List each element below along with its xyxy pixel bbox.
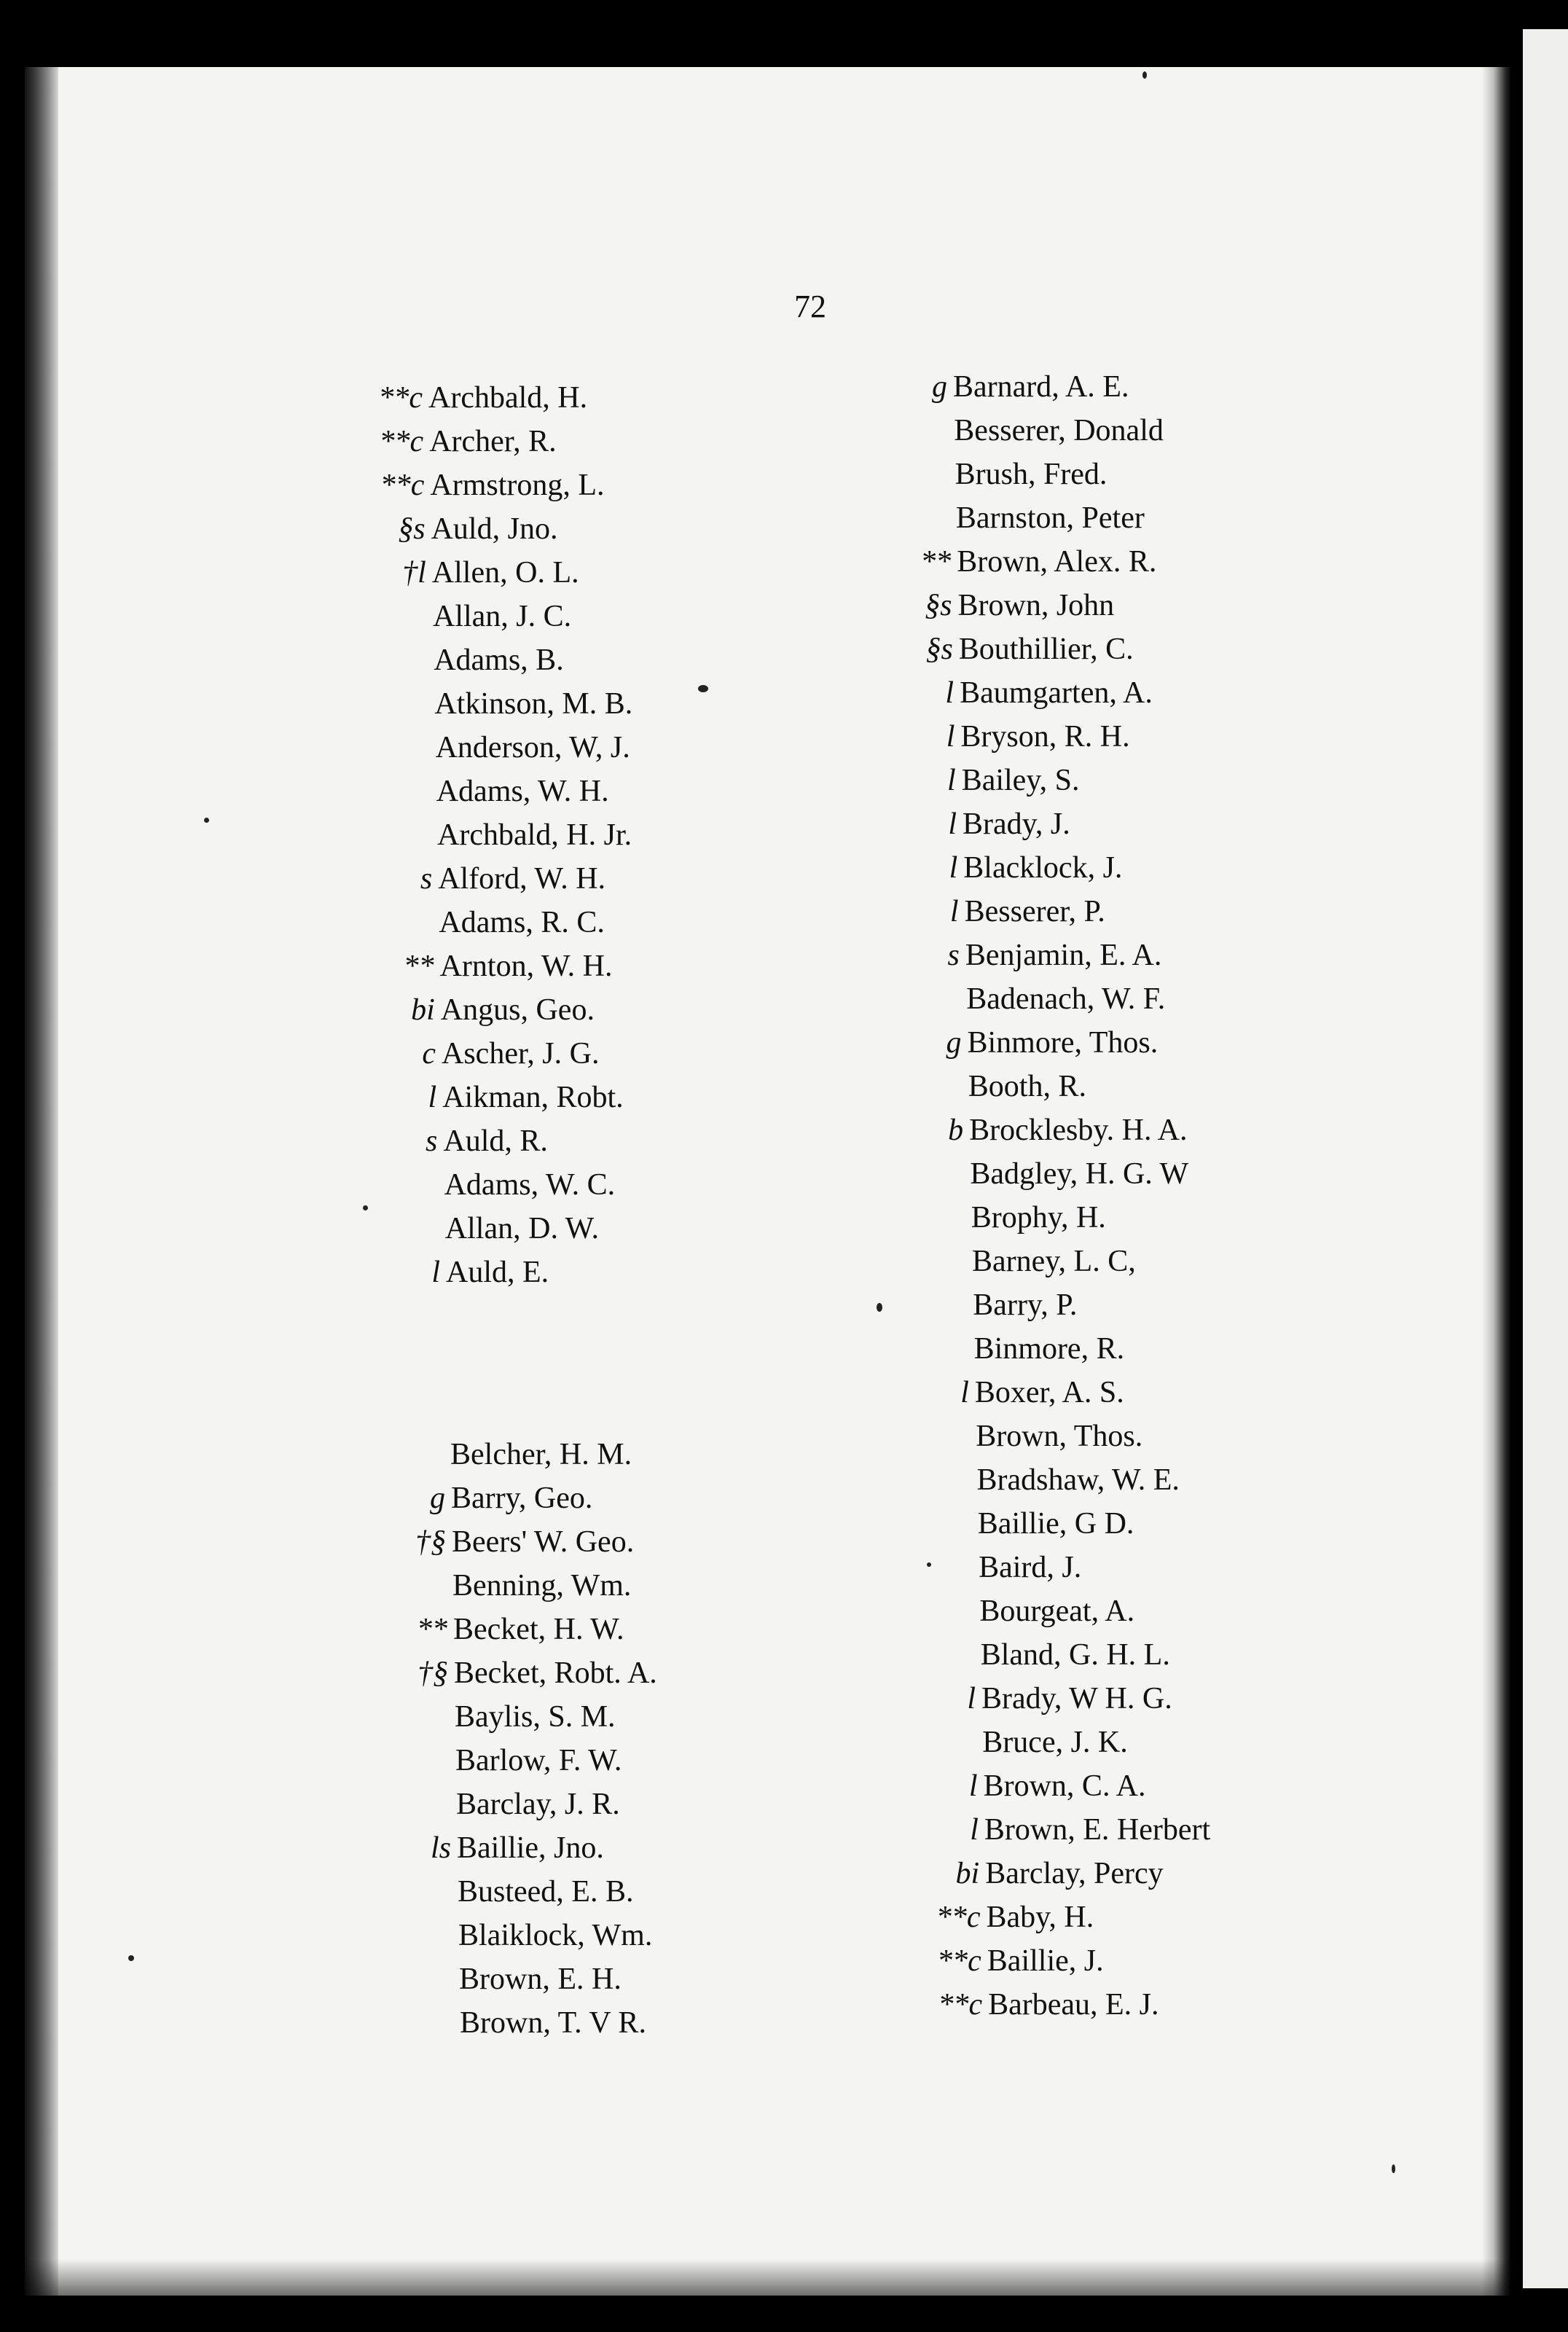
entry-marker: §s — [925, 589, 952, 622]
entry-marker: **c — [379, 425, 424, 458]
entry-name: Binmore, R. — [973, 1332, 1125, 1366]
entry-name: Archbald, H. Jr. — [437, 818, 632, 852]
entry-name: Adams, B. — [434, 643, 564, 677]
entry-marker: l — [946, 720, 955, 754]
name-entry — [355, 995, 595, 1025]
name-entry — [352, 864, 605, 894]
entry-name: Allen, O. L. — [431, 556, 579, 590]
entry-name: Brown, Thos. — [976, 1420, 1143, 1453]
scan-speck — [927, 1562, 931, 1567]
entry-marker: l — [968, 1769, 978, 1803]
entry-name: Bland, G. H. L. — [980, 1638, 1170, 1672]
book-page — [25, 67, 1511, 2296]
entry-marker: s — [420, 862, 433, 896]
name-entry — [882, 1028, 1159, 1058]
entry-marker: g — [946, 1026, 962, 1060]
name-entry — [874, 721, 1129, 752]
page-number: 72 — [794, 289, 826, 324]
name-entry — [888, 1334, 1125, 1364]
name-entry — [901, 1902, 1094, 1933]
entry-name: Auld, Jno. — [431, 512, 558, 546]
entry-name: Badenach, W. F. — [966, 982, 1166, 1016]
entry-name: Benjamin, E. A. — [965, 939, 1162, 972]
entry-marker: ** — [403, 950, 434, 983]
entry-name: Brown, Alex. R. — [957, 545, 1157, 579]
entry-name: Blacklock, J. — [963, 851, 1123, 885]
entry-marker: **c — [380, 469, 425, 502]
name-entry — [364, 1439, 632, 1470]
entry-marker: §s — [398, 512, 426, 546]
name-entry — [374, 2008, 646, 2038]
name-entry — [869, 459, 1108, 490]
name-entry — [366, 1570, 631, 1601]
name-entry — [367, 1614, 624, 1645]
page-binding-edge — [25, 67, 58, 2296]
name-entry — [356, 1082, 624, 1113]
entry-name: Brophy, H. — [971, 1201, 1106, 1235]
entry-name: Barnston, Peter — [955, 501, 1145, 535]
name-entry — [880, 984, 1165, 1014]
entry-marker: ** — [920, 545, 952, 579]
entry-marker: l — [428, 1081, 437, 1114]
entry-name: Bailey, S. — [961, 764, 1080, 797]
name-entry — [354, 951, 613, 982]
entry-name: Binmore, Thos. — [967, 1026, 1159, 1060]
name-entry — [372, 1920, 652, 1951]
name-entry — [358, 1170, 616, 1200]
entry-name: Barry, P. — [973, 1288, 1078, 1322]
name-entry — [342, 383, 587, 413]
name-entry — [360, 1257, 549, 1288]
name-entry — [884, 1159, 1188, 1189]
entry-marker: **c — [937, 1944, 981, 1978]
scan-speck — [128, 1955, 134, 1961]
name-entry — [365, 1483, 592, 1514]
entry-name: Baumgarten, A. — [960, 676, 1153, 710]
entry-name: Archbald, H. — [428, 381, 588, 415]
name-entry — [350, 732, 630, 763]
name-entry — [366, 1527, 634, 1557]
entry-name: Brady, W H. G. — [981, 1682, 1172, 1715]
name-entry — [876, 765, 1080, 796]
entry-marker: l — [960, 1376, 969, 1409]
entry-name: Barlow, F. W. — [455, 1744, 622, 1777]
entry-name: Archer, R. — [429, 425, 557, 458]
name-entry — [870, 503, 1145, 533]
entry-marker: bi — [955, 1857, 980, 1890]
entry-name: Barclay, Percy — [985, 1857, 1164, 1890]
entry-marker: s — [947, 939, 960, 972]
entry-name: Brown, John — [957, 589, 1115, 622]
name-entry — [373, 1964, 622, 1995]
entry-name: Busteed, E. B. — [458, 1875, 634, 1909]
scan-speck — [877, 1303, 882, 1312]
name-entry — [347, 601, 571, 632]
entry-marker: †l — [402, 556, 426, 590]
entry-name: Alford, W. H. — [438, 862, 606, 896]
scan-speck — [1142, 71, 1147, 79]
entry-marker: l — [948, 807, 957, 841]
scan-speck — [363, 1205, 368, 1210]
entry-name: Auld, R. — [443, 1124, 548, 1158]
entry-name: Adams, W. C. — [444, 1168, 616, 1202]
entry-name: Baillie, G D. — [977, 1507, 1134, 1541]
name-entry — [868, 415, 1164, 446]
name-entry — [348, 645, 564, 676]
entry-name: Bouthillier, C. — [958, 633, 1134, 666]
entry-name: Armstrong, L. — [430, 469, 605, 502]
name-entry — [343, 426, 556, 457]
name-entry — [872, 590, 1115, 621]
entry-marker: †§ — [418, 1656, 448, 1690]
entry-name: Brown, T. V R. — [460, 2006, 646, 2040]
scan-speck — [698, 685, 708, 692]
entry-marker: bi — [411, 993, 435, 1027]
entry-name: Besserer, P. — [964, 895, 1105, 928]
entry-marker: **c — [938, 1988, 983, 2022]
entry-name: Becket, Robt. A. — [454, 1656, 657, 1690]
name-entry — [882, 1071, 1086, 1102]
entry-marker: ls — [430, 1831, 451, 1865]
name-entry — [368, 1658, 657, 1689]
name-entry — [345, 514, 558, 544]
entry-name: Baillie, Jno. — [457, 1831, 604, 1865]
name-entry — [369, 1702, 616, 1732]
entry-name: Adams, W. H. — [436, 775, 609, 808]
name-entry — [351, 820, 632, 850]
entry-marker: §s — [925, 633, 953, 666]
entry-name: Aikman, Robt. — [442, 1081, 624, 1114]
name-entry — [877, 853, 1122, 883]
entry-name: Bruce, J. K. — [982, 1726, 1128, 1759]
entry-name: Barbeau, E. J. — [988, 1988, 1159, 2022]
entry-name: Bourgeat, A. — [979, 1595, 1135, 1628]
entry-name: Brown, C. A. — [983, 1769, 1146, 1803]
name-entry — [895, 1640, 1170, 1670]
entry-marker: l — [967, 1682, 976, 1715]
name-entry — [887, 1290, 1077, 1320]
entry-marker: g — [430, 1482, 445, 1515]
entry-marker: l — [945, 676, 954, 710]
name-entry — [889, 1377, 1124, 1408]
entry-name: Beers' W. Geo. — [452, 1525, 635, 1559]
entry-name: Angus, Geo. — [440, 993, 595, 1027]
entry-name: Brown, E. Herbert — [984, 1813, 1211, 1847]
entry-marker: **c — [936, 1901, 981, 1934]
entry-name: Badgley, H. G. W — [970, 1157, 1189, 1191]
entry-name: Brady, J. — [963, 807, 1070, 841]
entry-name: Blaiklock, Wm. — [458, 1919, 653, 1952]
entry-marker: ** — [417, 1613, 447, 1646]
name-entry — [898, 1771, 1146, 1801]
entry-marker: †§ — [415, 1525, 446, 1559]
entry-name: Baillie, J. — [987, 1944, 1104, 1978]
name-entry — [369, 1745, 622, 1776]
scan-speck — [204, 818, 209, 823]
name-entry — [871, 547, 1156, 577]
name-entry — [902, 1989, 1159, 2020]
entry-marker: c — [422, 1037, 436, 1071]
entry-name: Allan, D. W. — [444, 1212, 599, 1245]
name-entry — [357, 1126, 548, 1157]
adjacent-page-edge — [1523, 29, 1568, 2288]
entry-marker: l — [947, 764, 956, 797]
name-entry — [877, 809, 1070, 840]
name-entry — [890, 1421, 1142, 1452]
entry-marker: **c — [378, 381, 423, 415]
name-entry — [896, 1727, 1127, 1758]
name-entry — [356, 1038, 599, 1069]
name-entry — [371, 1833, 604, 1863]
entry-marker: l — [431, 1256, 440, 1289]
entry-name: Booth, R. — [968, 1070, 1086, 1103]
entry-name: Brush, Fred. — [954, 458, 1108, 491]
entry-name: Baby, H. — [986, 1901, 1094, 1934]
entry-name: Allan, J. C. — [433, 600, 572, 633]
name-entry — [346, 557, 579, 588]
entry-marker: l — [970, 1813, 979, 1847]
name-entry — [898, 1815, 1210, 1845]
entry-name: Ascher, J. G. — [442, 1037, 600, 1071]
entry-name: Barclay, J. R. — [456, 1788, 620, 1821]
name-entry — [899, 1858, 1164, 1889]
entry-name: Becket, H. W. — [453, 1613, 624, 1646]
name-entry — [892, 1509, 1134, 1539]
entry-name: Boxer, A. S. — [974, 1376, 1124, 1409]
entry-name: Barnard, A. E. — [953, 370, 1129, 404]
entry-name: Bryson, R. H. — [960, 720, 1130, 754]
entry-marker: l — [949, 851, 958, 885]
name-entry — [353, 907, 605, 938]
name-entry — [879, 940, 1161, 971]
entry-name: Anderson, W, J. — [435, 731, 630, 764]
entry-name: Bradshaw, W. E. — [976, 1463, 1180, 1497]
name-entry — [344, 470, 604, 501]
name-entry — [370, 1789, 620, 1820]
entry-name: Besserer, Donald — [954, 414, 1164, 447]
entry-marker: s — [426, 1124, 438, 1158]
page-bottom-shadow — [25, 2259, 1511, 2296]
entry-marker: l — [949, 895, 959, 928]
name-entry — [348, 689, 632, 719]
entry-name: Baylis, S. M. — [455, 1700, 616, 1734]
name-entry — [893, 1552, 1081, 1583]
entry-marker: g — [932, 370, 947, 404]
name-entry — [885, 1202, 1106, 1233]
entry-name: Adams, R. C. — [439, 906, 605, 939]
entry-name: Atkinson, M. B. — [434, 687, 633, 721]
entry-name: Brocklesby. H. A. — [969, 1114, 1188, 1147]
name-entry — [873, 634, 1134, 665]
scan-speck — [1392, 2164, 1395, 2173]
name-entry — [893, 1596, 1134, 1627]
name-entry — [879, 896, 1105, 927]
name-entry — [901, 1946, 1104, 1976]
entry-name: Belcher, H. M. — [450, 1438, 632, 1471]
name-entry — [895, 1683, 1172, 1714]
entry-marker: b — [948, 1114, 964, 1147]
name-entry — [891, 1465, 1180, 1495]
page-gutter-shadow — [1482, 67, 1511, 2296]
name-entry — [350, 776, 609, 807]
name-entry — [867, 372, 1129, 402]
name-entry — [359, 1213, 599, 1244]
entry-name: Brown, E. H. — [459, 1963, 622, 1996]
entry-name: Barry, Geo. — [451, 1482, 593, 1515]
name-entry — [874, 678, 1153, 708]
entry-name: Barney, L. C, — [972, 1245, 1136, 1278]
name-entry — [372, 1877, 633, 1907]
entry-name: Benning, Wm. — [452, 1569, 632, 1603]
entry-name: Baird, J. — [979, 1551, 1082, 1584]
name-entry — [883, 1115, 1187, 1146]
name-entry — [886, 1246, 1136, 1277]
entry-name: Auld, E. — [446, 1256, 549, 1289]
entry-name: Arnton, W. H. — [439, 950, 613, 983]
